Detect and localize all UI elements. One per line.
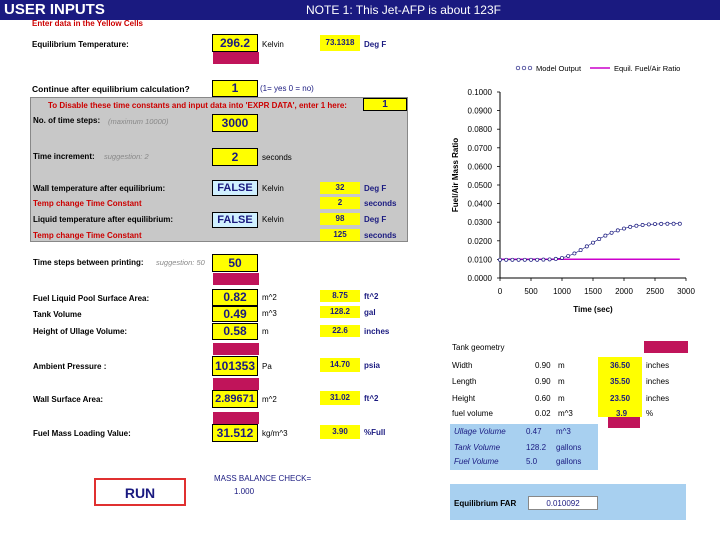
model-output-point: [498, 258, 501, 261]
model-output-point: [511, 258, 514, 261]
far-chart: [440, 56, 710, 338]
geometry-width-value: 0.90: [535, 361, 551, 370]
geometry-height-value: 0.60: [535, 394, 551, 403]
geometry-length-value: 0.90: [535, 377, 551, 386]
x-tick-label: 2500: [646, 287, 664, 296]
header-note: NOTE 1: This Jet-AFP is about 123F: [306, 3, 501, 17]
ullage-vol-value: 0.47: [526, 427, 542, 436]
ullage-h-unit: m: [262, 327, 269, 336]
ullage-vol-label: Ullage Volume: [454, 427, 506, 436]
run-button[interactable]: RUN: [94, 478, 186, 506]
geometry-length-label: Length: [452, 377, 477, 386]
model-output-point: [585, 245, 588, 248]
wall-temp-label: Wall temperature after equilibrium:: [33, 184, 166, 193]
geometry-length-unit: m: [558, 377, 565, 386]
y-tick-label: 0.0200: [467, 236, 492, 246]
y-tick-label: 0.0400: [467, 199, 492, 209]
model-output-point: [517, 258, 520, 261]
ambient-label: Ambient Pressure :: [33, 362, 107, 371]
model-output-point: [573, 252, 576, 255]
geometry-length-out-unit: inches: [646, 377, 670, 386]
spacer-strip: [213, 343, 259, 355]
wall-area-label: Wall Surface Area:: [33, 395, 104, 404]
model-output-point: [523, 258, 526, 261]
fuel-mass-output: 3.90: [320, 425, 360, 439]
x-tick-label: 0: [497, 287, 503, 296]
ambient-out-unit: psia: [364, 361, 381, 370]
x-tick-label: 1500: [584, 287, 602, 296]
y-tick-label: 0.0700: [467, 143, 492, 153]
legend-model-marker: [528, 66, 532, 70]
geometry-fuel-value: 0.02: [535, 409, 551, 418]
y-tick-label: 0.0500: [467, 181, 492, 190]
print-steps-hint: suggestion: 50: [156, 258, 205, 267]
eq-temp-output: 73.1318: [320, 35, 360, 51]
x-tick-label: 3000: [677, 287, 695, 296]
x-tick-label: 500: [524, 287, 538, 296]
spacer-strip: [644, 341, 688, 353]
pool-label: Fuel Liquid Pool Surface Area:: [33, 294, 150, 303]
continue-input[interactable]: 1: [212, 80, 258, 97]
ullage-tank-unit: gallons: [556, 443, 582, 452]
increment-hint: suggestion: 2: [104, 152, 149, 161]
equil-far-label: Equilibrium FAR: [454, 499, 517, 508]
y-tick-label: 0.0300: [467, 218, 492, 228]
model-output-point: [604, 234, 607, 237]
equil-far-value: 0.010092: [528, 496, 598, 510]
x-axis-label: Time (sec): [573, 305, 613, 314]
y-tick-label: 0.0900: [467, 106, 492, 116]
disable-label: To Disable these time constants and input data into 'EXPR DATA', enter 1 here:: [48, 101, 347, 110]
eq-temp-label: Equilibrium Temperature:: [32, 40, 129, 49]
eq-temp-input[interactable]: 296.2: [212, 34, 258, 52]
x-tick-label: 2000: [615, 287, 633, 296]
model-output-point: [672, 222, 675, 225]
spacer-strip: [213, 412, 259, 424]
geometry-height-unit: m: [558, 394, 565, 403]
legend-model-label: Model Output: [536, 64, 582, 73]
model-output-point: [554, 257, 557, 260]
fuel-mass-unit: kg/m^3: [262, 429, 288, 438]
spacer-strip: [213, 52, 259, 64]
model-output-point: [635, 224, 638, 227]
wall-temp-output: 32: [320, 182, 360, 194]
geometry-fuel-output: 3.9: [616, 409, 628, 418]
tc2-unit: seconds: [364, 231, 397, 240]
pool-input[interactable]: 0.82: [212, 289, 258, 306]
ullage-tank-value: 128.2: [526, 443, 547, 452]
legend-equil-label: Equil. Fuel/Air Ratio: [614, 64, 681, 73]
model-output-point: [598, 237, 601, 240]
ullage-fuel-label: Fuel Volume: [454, 457, 499, 466]
y-tick-label: 0.0000: [467, 274, 492, 283]
geometry-width-label: Width: [452, 361, 473, 370]
model-output-point: [616, 229, 619, 232]
ullage-fuel-unit: gallons: [556, 457, 582, 466]
ullage-h-out-unit: inches: [364, 327, 390, 336]
print-steps-input[interactable]: 50: [212, 254, 258, 272]
increment-input[interactable]: 2: [212, 148, 258, 166]
fuel-mass-out-unit: %Full: [364, 428, 386, 437]
steps-hint: (maximum 10000): [108, 117, 169, 126]
geometry-width-unit: m: [558, 361, 565, 370]
ullage-vol-unit: m^3: [556, 427, 571, 436]
page-title: USER INPUTS: [4, 1, 105, 18]
x-tick-label: 1000: [553, 287, 571, 296]
enter-instructions: Enter data in the Yellow Cells: [32, 19, 143, 28]
model-output-point: [629, 225, 632, 228]
model-output-point: [678, 222, 681, 225]
model-output-point: [660, 222, 663, 225]
ullage-h-label: Height of Ullage Volume:: [33, 327, 128, 336]
geometry-height-out-unit: inches: [646, 394, 670, 403]
model-output-point: [653, 222, 656, 225]
model-output-point: [579, 249, 582, 252]
model-output-point: [591, 241, 594, 244]
tank-vol-out-unit: gal: [364, 308, 376, 317]
eq-temp-unit: Kelvin: [262, 40, 284, 49]
tc2-label: Temp change Time Constant: [33, 231, 142, 240]
model-output-point: [666, 222, 669, 225]
continue-hint: (1= yes 0 = no): [260, 84, 314, 93]
wall-temp-unit: Kelvin: [262, 184, 284, 193]
fuel-mass-label: Fuel Mass Loading Value:: [33, 429, 131, 438]
wall-area-output: 31.02: [320, 391, 360, 405]
liq-temp-out-unit: Deg F: [364, 215, 387, 224]
model-output-point: [647, 223, 650, 226]
tank-vol-input[interactable]: 0.49: [212, 306, 258, 322]
fuel-mass-input[interactable]: 31.512: [212, 424, 258, 442]
geometry-fuel-unit: m^3: [558, 409, 573, 418]
y-tick-label: 0.0800: [467, 125, 492, 135]
ambient-input[interactable]: 101353: [212, 356, 258, 376]
wall-area-unit: m^2: [262, 395, 277, 404]
liq-temp-label: Liquid temperature after equilibrium:: [33, 215, 174, 224]
pool-out-unit: ft^2: [364, 292, 379, 301]
disable-input[interactable]: 1: [363, 98, 407, 111]
geometry-title: Tank geometry: [452, 343, 505, 352]
print-steps-label: Time steps between printing:: [33, 258, 144, 267]
legend-model-marker: [516, 66, 520, 70]
geometry-height-label: Height: [452, 394, 476, 403]
steps-input[interactable]: 3000: [212, 114, 258, 132]
y-tick-label: 0.1000: [467, 88, 492, 97]
geometry-width-output: 36.50: [610, 361, 631, 370]
wall-temp-out-unit: Deg F: [364, 184, 387, 193]
continue-label: Continue after equilibrium calculation?: [32, 84, 190, 94]
geometry-width-out-unit: inches: [646, 361, 670, 370]
model-output-point: [610, 231, 613, 234]
y-tick-label: 0.0600: [467, 162, 492, 172]
model-output-point: [542, 258, 545, 261]
geometry-length-output: 35.50: [610, 377, 631, 386]
model-output-point: [505, 258, 508, 261]
tank-vol-unit: m^3: [262, 309, 277, 318]
geometry-fuel-label: fuel volume: [452, 409, 493, 418]
eq-temp-out-unit: Deg F: [364, 40, 387, 49]
model-output-point: [548, 258, 551, 261]
ullage-fuel-value: 5.0: [526, 457, 538, 466]
y-tick-label: 0.0100: [467, 255, 492, 265]
liq-temp-output: 98: [320, 213, 360, 225]
ambient-unit: Pa: [262, 362, 272, 371]
geometry-height-output: 23.50: [610, 394, 631, 403]
tank-vol-label: Tank Volume: [33, 310, 82, 319]
steps-label: No. of time steps:: [33, 116, 101, 125]
ullage-tank-label: Tank Volume: [454, 443, 501, 452]
model-output-point: [536, 258, 539, 261]
ullage-h-input[interactable]: 0.58: [212, 323, 258, 340]
spacer-strip: [213, 378, 259, 390]
model-output-line: [500, 224, 680, 260]
ullage-h-output: 22.6: [320, 325, 360, 337]
tc1-output: 2: [320, 197, 360, 209]
spacer-strip: [213, 273, 259, 285]
pool-unit: m^2: [262, 293, 277, 302]
model-output-point: [641, 223, 644, 226]
liq-temp-input[interactable]: FALSE: [212, 212, 258, 228]
ambient-output: 14.70: [320, 358, 360, 372]
wall-temp-input[interactable]: FALSE: [212, 180, 258, 196]
model-output-point: [567, 254, 570, 257]
legend-model-marker: [522, 66, 526, 70]
pool-output: 8.75: [320, 290, 360, 302]
tc1-label: Temp change Time Constant: [33, 199, 142, 208]
geometry-fuel-out-unit: %: [646, 409, 654, 418]
increment-label: Time increment:: [33, 152, 95, 161]
wall-area-out-unit: ft^2: [364, 394, 379, 403]
tc2-output: 125: [320, 229, 360, 241]
mass-balance-value: 1.000: [234, 487, 255, 496]
liq-temp-unit: Kelvin: [262, 215, 284, 224]
increment-unit: seconds: [262, 153, 292, 162]
model-output-point: [560, 256, 563, 259]
model-output-point: [622, 227, 625, 230]
tank-vol-output: 128.2: [320, 306, 360, 318]
tc1-unit: seconds: [364, 199, 397, 208]
model-output-point: [529, 258, 532, 261]
wall-area-input[interactable]: 2.89671: [212, 390, 258, 408]
mass-balance-label: MASS BALANCE CHECK=: [214, 474, 312, 483]
y-axis-label: Fuel/Air Mass Ratio: [451, 137, 460, 213]
